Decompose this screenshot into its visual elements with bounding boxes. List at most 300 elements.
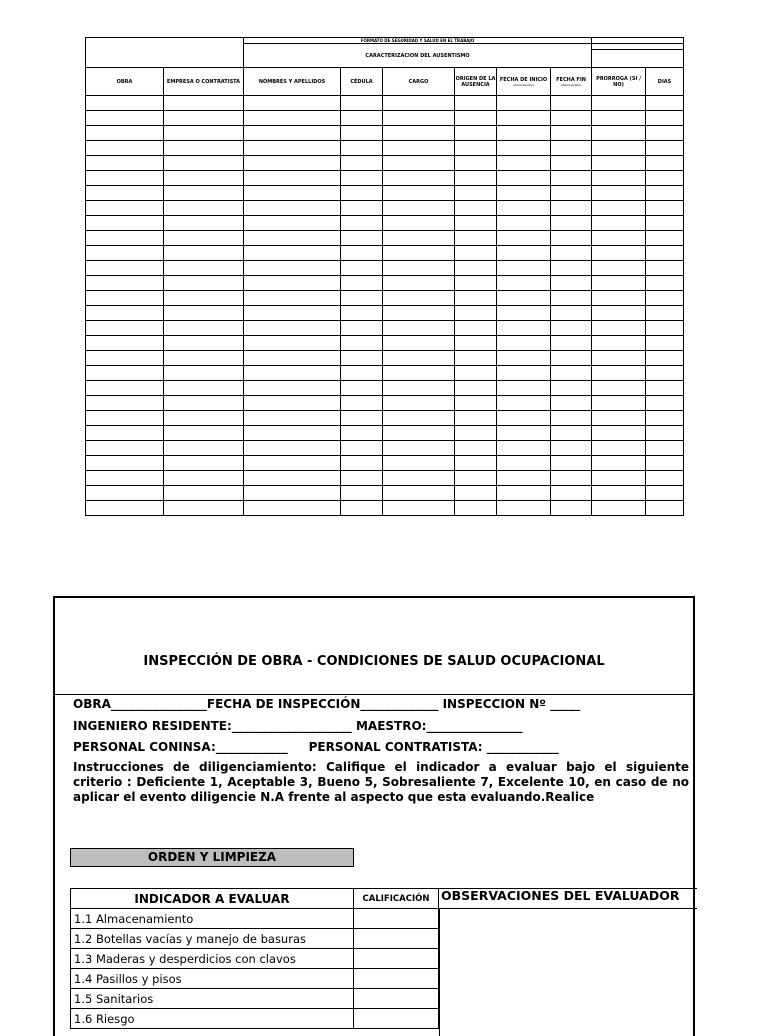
entry-cell[interactable] xyxy=(244,156,341,171)
entry-cell[interactable] xyxy=(341,276,383,291)
entry-cell[interactable] xyxy=(551,396,592,411)
entry-cell[interactable] xyxy=(592,171,646,186)
entry-cell[interactable] xyxy=(86,351,164,366)
entry-cell[interactable] xyxy=(551,186,592,201)
entry-cell[interactable] xyxy=(244,411,341,426)
entry-cell[interactable] xyxy=(455,366,497,381)
entry-cell[interactable] xyxy=(164,306,244,321)
entry-cell[interactable] xyxy=(244,351,341,366)
entry-cell[interactable] xyxy=(244,336,341,351)
entry-cell[interactable] xyxy=(244,291,341,306)
entry-cell[interactable] xyxy=(164,186,244,201)
entry-cell[interactable] xyxy=(86,141,164,156)
entry-cell[interactable] xyxy=(341,231,383,246)
entry-cell[interactable] xyxy=(497,276,551,291)
entry-cell[interactable] xyxy=(455,321,497,336)
entry-cell[interactable] xyxy=(244,231,341,246)
entry-cell[interactable] xyxy=(164,381,244,396)
entry-cell[interactable] xyxy=(646,456,684,471)
entry-cell[interactable] xyxy=(592,216,646,231)
entry-cell[interactable] xyxy=(383,471,455,486)
entry-cell[interactable] xyxy=(592,381,646,396)
entry-cell[interactable] xyxy=(341,141,383,156)
entry-cell[interactable] xyxy=(164,216,244,231)
entry-cell[interactable] xyxy=(383,456,455,471)
entry-cell[interactable] xyxy=(455,351,497,366)
entry-cell[interactable] xyxy=(164,426,244,441)
entry-cell[interactable] xyxy=(164,321,244,336)
entry-cell[interactable] xyxy=(341,411,383,426)
entry-cell[interactable] xyxy=(592,291,646,306)
entry-cell[interactable] xyxy=(551,171,592,186)
entry-cell[interactable] xyxy=(646,201,684,216)
obra-fecha-line[interactable]: OBRA________________FECHA DE INSPECCIÓN_____________ INSPECCION Nº _____ xyxy=(73,697,581,711)
entry-cell[interactable] xyxy=(592,426,646,441)
entry-cell[interactable] xyxy=(164,291,244,306)
entry-cell[interactable] xyxy=(592,261,646,276)
entry-cell[interactable] xyxy=(592,141,646,156)
entry-cell[interactable] xyxy=(497,186,551,201)
entry-cell[interactable] xyxy=(497,216,551,231)
entry-cell[interactable] xyxy=(383,306,455,321)
entry-cell[interactable] xyxy=(497,126,551,141)
entry-cell[interactable] xyxy=(164,96,244,111)
entry-cell[interactable] xyxy=(497,246,551,261)
entry-cell[interactable] xyxy=(455,486,497,501)
entry-cell[interactable] xyxy=(646,336,684,351)
entry-cell[interactable] xyxy=(551,141,592,156)
entry-cell[interactable] xyxy=(383,216,455,231)
entry-cell[interactable] xyxy=(86,441,164,456)
entry-cell[interactable] xyxy=(646,381,684,396)
entry-cell[interactable] xyxy=(86,126,164,141)
entry-cell[interactable] xyxy=(551,306,592,321)
entry-cell[interactable] xyxy=(592,96,646,111)
entry-cell[interactable] xyxy=(646,306,684,321)
entry-cell[interactable] xyxy=(646,426,684,441)
entry-cell[interactable] xyxy=(646,366,684,381)
entry-cell[interactable] xyxy=(86,291,164,306)
entry-cell[interactable] xyxy=(341,351,383,366)
entry-cell[interactable] xyxy=(592,501,646,516)
entry-cell[interactable] xyxy=(497,291,551,306)
entry-cell[interactable] xyxy=(455,141,497,156)
entry-cell[interactable] xyxy=(592,456,646,471)
rating-cell[interactable] xyxy=(354,949,439,969)
entry-cell[interactable] xyxy=(86,111,164,126)
entry-cell[interactable] xyxy=(164,156,244,171)
entry-cell[interactable] xyxy=(244,111,341,126)
rating-cell[interactable] xyxy=(354,929,439,949)
entry-cell[interactable] xyxy=(86,261,164,276)
entry-cell[interactable] xyxy=(244,306,341,321)
entry-cell[interactable] xyxy=(551,471,592,486)
entry-cell[interactable] xyxy=(164,456,244,471)
entry-cell[interactable] xyxy=(383,171,455,186)
entry-cell[interactable] xyxy=(164,486,244,501)
entry-cell[interactable] xyxy=(646,321,684,336)
entry-cell[interactable] xyxy=(551,96,592,111)
entry-cell[interactable] xyxy=(86,231,164,246)
entry-cell[interactable] xyxy=(646,111,684,126)
entry-cell[interactable] xyxy=(341,336,383,351)
entry-cell[interactable] xyxy=(497,381,551,396)
entry-cell[interactable] xyxy=(383,426,455,441)
entry-cell[interactable] xyxy=(497,396,551,411)
entry-cell[interactable] xyxy=(383,111,455,126)
entry-cell[interactable] xyxy=(341,501,383,516)
entry-cell[interactable] xyxy=(646,126,684,141)
entry-cell[interactable] xyxy=(497,426,551,441)
entry-cell[interactable] xyxy=(86,471,164,486)
entry-cell[interactable] xyxy=(455,216,497,231)
table-row xyxy=(86,381,684,396)
entry-cell[interactable] xyxy=(383,351,455,366)
entry-cell[interactable] xyxy=(383,96,455,111)
entry-cell[interactable] xyxy=(551,231,592,246)
entry-cell[interactable] xyxy=(455,276,497,291)
entry-cell[interactable] xyxy=(497,486,551,501)
entry-cell[interactable] xyxy=(383,321,455,336)
entry-cell[interactable] xyxy=(164,141,244,156)
entry-cell[interactable] xyxy=(164,441,244,456)
entry-cell[interactable] xyxy=(164,471,244,486)
entry-cell[interactable] xyxy=(551,261,592,276)
entry-cell[interactable] xyxy=(383,156,455,171)
entry-cell[interactable] xyxy=(383,501,455,516)
entry-cell[interactable] xyxy=(341,396,383,411)
entry-cell[interactable] xyxy=(497,441,551,456)
entry-cell[interactable] xyxy=(455,456,497,471)
entry-cell[interactable] xyxy=(341,381,383,396)
column-header-sublabel: (dia/mes/año) xyxy=(513,82,534,87)
entry-cell[interactable] xyxy=(244,186,341,201)
entry-cell[interactable] xyxy=(497,141,551,156)
entry-cell[interactable] xyxy=(646,396,684,411)
entry-cell[interactable] xyxy=(341,201,383,216)
entry-cell[interactable] xyxy=(455,396,497,411)
entry-cell[interactable] xyxy=(497,111,551,126)
entry-cell[interactable] xyxy=(86,186,164,201)
entry-cell[interactable] xyxy=(86,246,164,261)
entry-cell[interactable] xyxy=(592,201,646,216)
entry-cell[interactable] xyxy=(455,156,497,171)
table-row xyxy=(86,336,684,351)
entry-cell[interactable] xyxy=(86,306,164,321)
entry-cell[interactable] xyxy=(341,171,383,186)
entry-cell[interactable] xyxy=(383,141,455,156)
rating-cell[interactable] xyxy=(354,1009,439,1029)
entry-cell[interactable] xyxy=(383,291,455,306)
entry-cell[interactable] xyxy=(497,321,551,336)
entry-cell[interactable] xyxy=(497,171,551,186)
entry-cell[interactable] xyxy=(341,111,383,126)
entry-cell[interactable] xyxy=(86,201,164,216)
entry-cell[interactable] xyxy=(341,216,383,231)
entry-cell[interactable] xyxy=(646,231,684,246)
entry-cell[interactable] xyxy=(551,291,592,306)
entry-cell[interactable] xyxy=(164,411,244,426)
entry-cell[interactable] xyxy=(592,231,646,246)
entry-cell[interactable] xyxy=(244,96,341,111)
entry-cell[interactable] xyxy=(383,276,455,291)
entry-cell[interactable] xyxy=(164,276,244,291)
entry-cell[interactable] xyxy=(341,366,383,381)
entry-cell[interactable] xyxy=(646,486,684,501)
entry-cell[interactable] xyxy=(592,306,646,321)
rating-cell[interactable] xyxy=(354,969,439,989)
entry-cell[interactable] xyxy=(341,291,383,306)
entry-cell[interactable] xyxy=(592,246,646,261)
entry-cell[interactable] xyxy=(455,441,497,456)
entry-cell[interactable] xyxy=(383,396,455,411)
entry-cell[interactable] xyxy=(244,261,341,276)
rating-cell[interactable] xyxy=(354,989,439,1009)
entry-cell[interactable] xyxy=(646,501,684,516)
entry-cell[interactable] xyxy=(244,201,341,216)
entry-cell[interactable] xyxy=(646,276,684,291)
entry-cell[interactable] xyxy=(455,501,497,516)
entry-cell[interactable] xyxy=(341,426,383,441)
entry-cell[interactable] xyxy=(244,441,341,456)
entry-cell[interactable] xyxy=(551,201,592,216)
entry-cell[interactable] xyxy=(341,456,383,471)
entry-cell[interactable] xyxy=(244,396,341,411)
entry-cell[interactable] xyxy=(592,486,646,501)
entry-cell[interactable] xyxy=(592,396,646,411)
entry-cell[interactable] xyxy=(551,156,592,171)
entry-cell[interactable] xyxy=(551,126,592,141)
entry-cell[interactable] xyxy=(86,96,164,111)
entry-cell[interactable] xyxy=(383,366,455,381)
entry-cell[interactable] xyxy=(341,471,383,486)
entry-cell[interactable] xyxy=(497,411,551,426)
entry-cell[interactable] xyxy=(244,426,341,441)
entry-cell[interactable] xyxy=(383,186,455,201)
entry-cell[interactable] xyxy=(497,261,551,276)
entry-cell[interactable] xyxy=(551,276,592,291)
entry-cell[interactable] xyxy=(592,111,646,126)
entry-cell[interactable] xyxy=(592,186,646,201)
entry-cell[interactable] xyxy=(383,381,455,396)
entry-cell[interactable] xyxy=(646,186,684,201)
entry-cell[interactable] xyxy=(86,216,164,231)
entry-cell[interactable] xyxy=(551,336,592,351)
entry-cell[interactable] xyxy=(497,156,551,171)
entry-cell[interactable] xyxy=(551,426,592,441)
entry-cell[interactable] xyxy=(455,231,497,246)
entry-cell[interactable] xyxy=(164,171,244,186)
entry-cell[interactable] xyxy=(341,96,383,111)
entry-cell[interactable] xyxy=(86,501,164,516)
observations-area[interactable] xyxy=(439,909,440,1036)
entry-cell[interactable] xyxy=(164,201,244,216)
entry-cell[interactable] xyxy=(455,186,497,201)
entry-cell[interactable] xyxy=(551,411,592,426)
column-header-label: EMPRESA O CONTRATISTA xyxy=(166,78,241,85)
entry-cell[interactable] xyxy=(646,291,684,306)
entry-cell[interactable] xyxy=(244,456,341,471)
entry-cell[interactable] xyxy=(592,411,646,426)
entry-cell[interactable] xyxy=(244,471,341,486)
entry-cell[interactable] xyxy=(164,261,244,276)
entry-cell[interactable] xyxy=(383,486,455,501)
entry-cell[interactable] xyxy=(455,126,497,141)
entry-cell[interactable] xyxy=(341,321,383,336)
entry-cell[interactable] xyxy=(497,201,551,216)
entry-cell[interactable] xyxy=(383,231,455,246)
entry-cell[interactable] xyxy=(164,501,244,516)
entry-cell[interactable] xyxy=(341,186,383,201)
entry-cell[interactable] xyxy=(244,321,341,336)
entry-cell[interactable] xyxy=(497,96,551,111)
entry-cell[interactable] xyxy=(244,171,341,186)
instructions-text: Instrucciones de diligenciamiento: Califique el indicador a evaluar bajo el siguiente criterio : Deficiente 1, Aceptable 3, Bueno 5, Sobresaliente 7, Excelente 10, en caso de no aplicar el evento diligencie N.A frente al aspecto que esta evaluando.Realice xyxy=(73,760,689,804)
entry-cell[interactable] xyxy=(341,156,383,171)
entry-cell[interactable] xyxy=(646,246,684,261)
entry-cell[interactable] xyxy=(86,171,164,186)
entry-cell[interactable] xyxy=(341,306,383,321)
entry-cell[interactable] xyxy=(86,276,164,291)
entry-cell[interactable] xyxy=(86,411,164,426)
entry-cell[interactable] xyxy=(86,426,164,441)
entry-cell[interactable] xyxy=(244,366,341,381)
entry-cell[interactable] xyxy=(164,231,244,246)
entry-cell[interactable] xyxy=(646,141,684,156)
column-header-label: CÉDULA xyxy=(350,78,373,85)
entry-cell[interactable] xyxy=(551,501,592,516)
entry-cell[interactable] xyxy=(86,396,164,411)
entry-cell[interactable] xyxy=(592,471,646,486)
entry-cell[interactable] xyxy=(383,126,455,141)
entry-cell[interactable] xyxy=(497,306,551,321)
ingeniero-maestro-line[interactable]: INGENIERO RESIDENTE:____________________ MAESTRO:________________ xyxy=(73,719,523,733)
entry-cell[interactable] xyxy=(455,471,497,486)
entry-cell[interactable] xyxy=(592,351,646,366)
entry-cell[interactable] xyxy=(551,246,592,261)
entry-cell[interactable] xyxy=(86,366,164,381)
entry-cell[interactable] xyxy=(383,411,455,426)
entry-cell[interactable] xyxy=(341,441,383,456)
entry-cell[interactable] xyxy=(164,111,244,126)
entry-cell[interactable] xyxy=(592,366,646,381)
entry-cell[interactable] xyxy=(455,291,497,306)
entry-cell[interactable] xyxy=(455,306,497,321)
entry-cell[interactable] xyxy=(646,411,684,426)
entry-cell[interactable] xyxy=(646,261,684,276)
entry-cell[interactable] xyxy=(592,336,646,351)
entry-cell[interactable] xyxy=(592,441,646,456)
entry-cell[interactable] xyxy=(551,216,592,231)
entry-cell[interactable] xyxy=(455,336,497,351)
entry-cell[interactable] xyxy=(646,156,684,171)
entry-cell[interactable] xyxy=(497,471,551,486)
entry-cell[interactable] xyxy=(86,486,164,501)
entry-cell[interactable] xyxy=(383,441,455,456)
entry-cell[interactable] xyxy=(244,501,341,516)
entry-cell[interactable] xyxy=(341,261,383,276)
table-row xyxy=(86,216,684,231)
entry-cell[interactable] xyxy=(164,351,244,366)
column-header xyxy=(497,68,551,96)
entry-cell[interactable] xyxy=(383,246,455,261)
entry-cell[interactable] xyxy=(341,486,383,501)
entry-cell[interactable] xyxy=(164,246,244,261)
entry-cell[interactable] xyxy=(455,96,497,111)
entry-cell[interactable] xyxy=(164,396,244,411)
entry-cell[interactable] xyxy=(551,381,592,396)
entry-cell[interactable] xyxy=(455,411,497,426)
entry-cell[interactable] xyxy=(244,246,341,261)
entry-cell[interactable] xyxy=(551,351,592,366)
entry-cell[interactable] xyxy=(497,501,551,516)
entry-cell[interactable] xyxy=(341,246,383,261)
entry-cell[interactable] xyxy=(592,276,646,291)
entry-cell[interactable] xyxy=(383,201,455,216)
entry-cell[interactable] xyxy=(86,336,164,351)
entry-cell[interactable] xyxy=(164,126,244,141)
entry-cell[interactable] xyxy=(86,156,164,171)
entry-cell[interactable] xyxy=(455,111,497,126)
entry-cell[interactable] xyxy=(455,201,497,216)
entry-cell[interactable] xyxy=(455,426,497,441)
entry-cell[interactable] xyxy=(86,381,164,396)
entry-cell[interactable] xyxy=(646,471,684,486)
entry-cell[interactable] xyxy=(383,261,455,276)
entry-cell[interactable] xyxy=(551,111,592,126)
entry-cell[interactable] xyxy=(244,126,341,141)
entry-cell[interactable] xyxy=(646,171,684,186)
entry-cell[interactable] xyxy=(244,276,341,291)
entry-cell[interactable] xyxy=(164,336,244,351)
personal-line[interactable]: PERSONAL CONINSA:____________ PERSONAL CONTRATISTA: ____________ xyxy=(73,740,559,754)
entry-cell[interactable] xyxy=(497,366,551,381)
entry-cell[interactable] xyxy=(646,441,684,456)
table-row xyxy=(86,246,684,261)
entry-cell[interactable] xyxy=(244,381,341,396)
entry-cell[interactable] xyxy=(551,441,592,456)
rating-cell[interactable] xyxy=(354,909,439,929)
entry-cell[interactable] xyxy=(244,141,341,156)
entry-cell[interactable] xyxy=(646,96,684,111)
table-row xyxy=(86,456,684,471)
entry-cell[interactable] xyxy=(383,336,455,351)
entry-cell[interactable] xyxy=(455,171,497,186)
entry-cell[interactable] xyxy=(455,381,497,396)
entry-cell[interactable] xyxy=(551,486,592,501)
entry-cell[interactable] xyxy=(164,366,244,381)
entry-cell[interactable] xyxy=(497,336,551,351)
entry-cell[interactable] xyxy=(497,456,551,471)
entry-cell[interactable] xyxy=(497,231,551,246)
entry-cell[interactable] xyxy=(551,321,592,336)
entry-cell[interactable] xyxy=(455,261,497,276)
entry-cell[interactable] xyxy=(592,126,646,141)
entry-cell[interactable] xyxy=(244,486,341,501)
entry-cell[interactable] xyxy=(455,246,497,261)
entry-cell[interactable] xyxy=(497,351,551,366)
entry-cell[interactable] xyxy=(592,156,646,171)
entry-cell[interactable] xyxy=(551,456,592,471)
entry-cell[interactable] xyxy=(646,216,684,231)
entry-cell[interactable] xyxy=(551,366,592,381)
entry-cell[interactable] xyxy=(592,321,646,336)
entry-cell[interactable] xyxy=(341,126,383,141)
entry-cell[interactable] xyxy=(86,321,164,336)
entry-cell[interactable] xyxy=(86,456,164,471)
entry-cell[interactable] xyxy=(244,216,341,231)
entry-cell[interactable] xyxy=(646,351,684,366)
